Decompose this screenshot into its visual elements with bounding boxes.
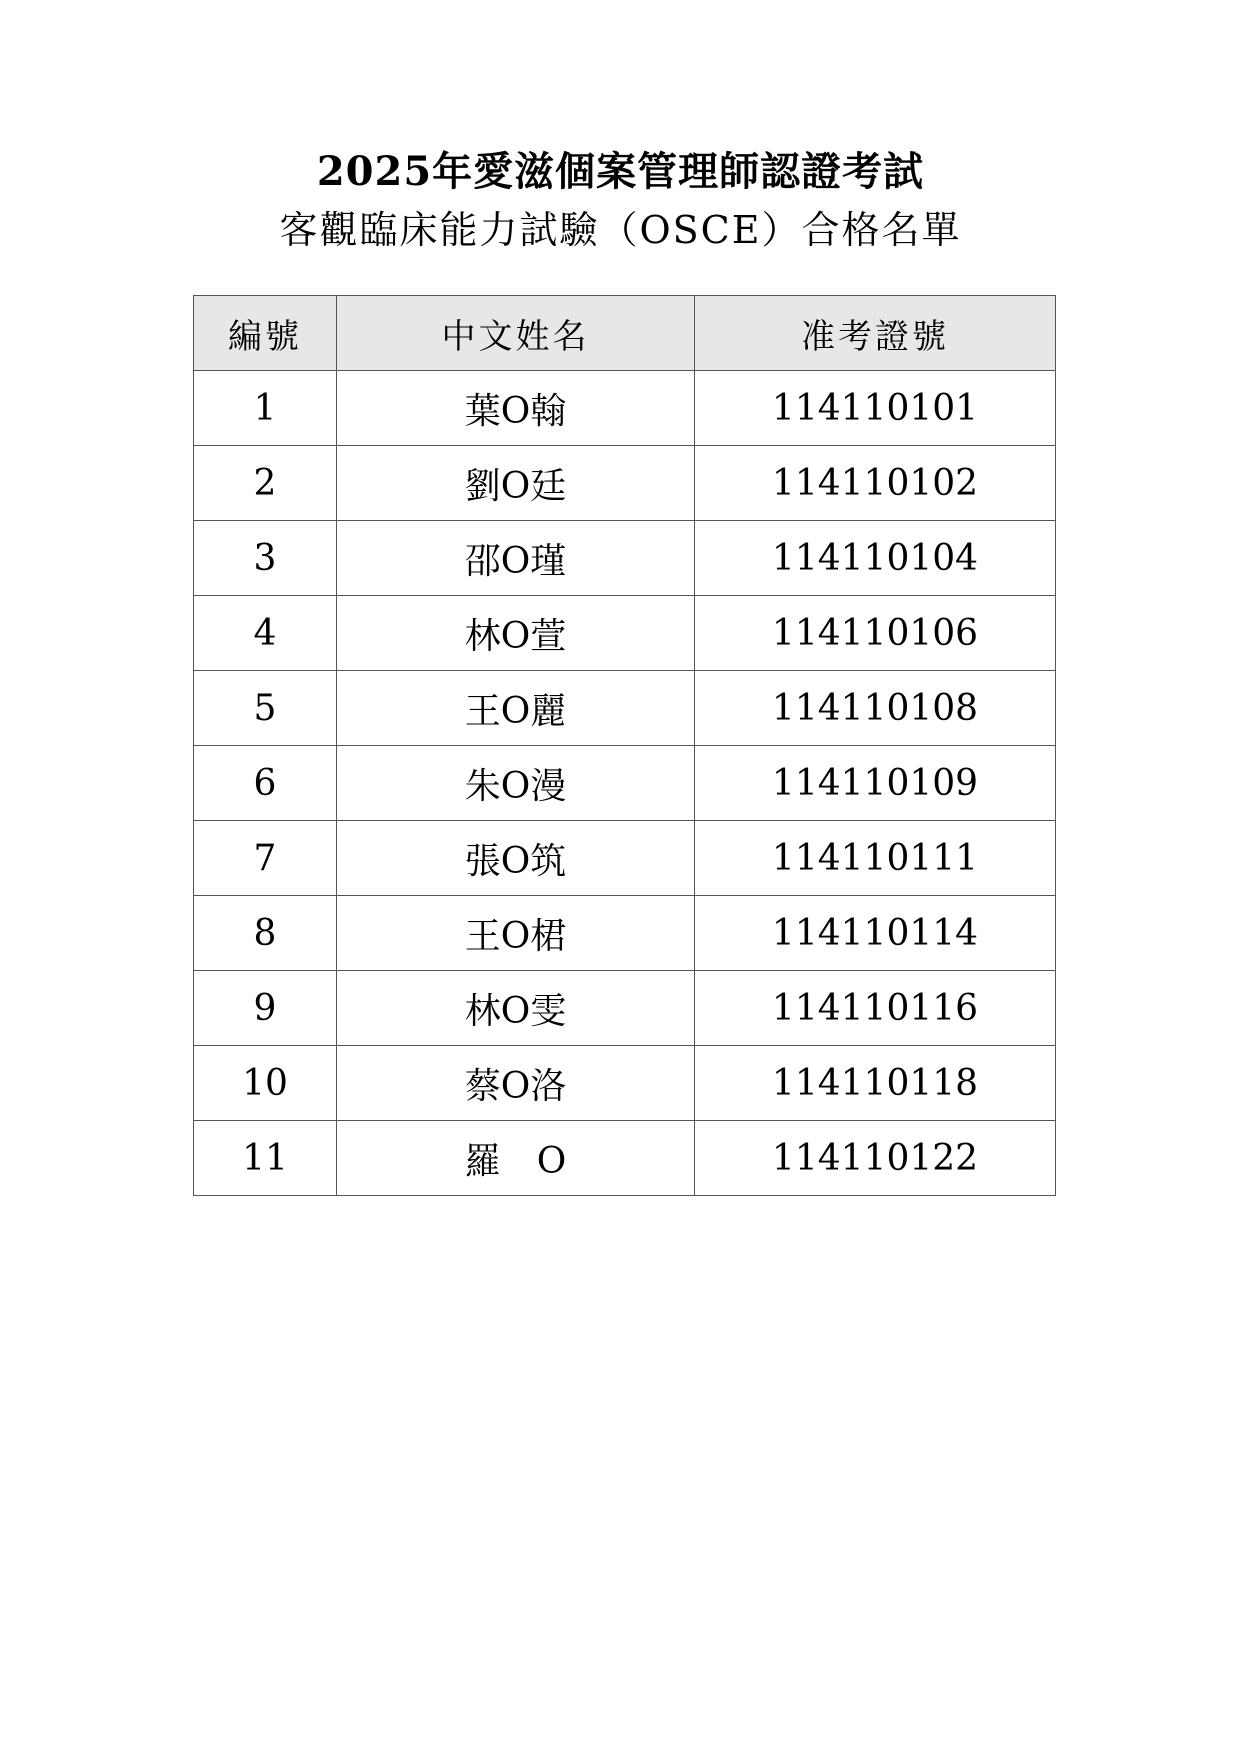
cell-number: 6 <box>194 746 337 821</box>
cell-name: 葉O翰 <box>337 371 695 446</box>
cell-name: 劉O廷 <box>337 446 695 521</box>
cell-number: 8 <box>194 896 337 971</box>
table-row <box>194 371 1056 446</box>
table-row <box>194 521 1056 596</box>
cell-name: 林O萱 <box>337 596 695 671</box>
table-row <box>194 1046 1056 1121</box>
cell-number: 7 <box>194 821 337 896</box>
cell-name: 羅 O <box>337 1121 695 1196</box>
header-chinese-name: 中文姓名 <box>337 296 695 371</box>
cell-name: 蔡O洛 <box>337 1046 695 1121</box>
table-row <box>194 746 1056 821</box>
cell-name: 王O桾 <box>337 896 695 971</box>
cell-number: 10 <box>194 1046 337 1121</box>
cell-name: 朱O漫 <box>337 746 695 821</box>
cell-admission-number: 114110106 <box>695 596 1056 671</box>
document-title <box>0 144 1241 258</box>
cell-number: 1 <box>194 371 337 446</box>
pass-list-table <box>193 295 1056 1196</box>
table-row <box>194 971 1056 1046</box>
cell-name: 張O筑 <box>337 821 695 896</box>
cell-number: 4 <box>194 596 337 671</box>
cell-admission-number: 114110109 <box>695 746 1056 821</box>
header-number: 編號 <box>194 296 337 371</box>
cell-name: 王O麗 <box>337 671 695 746</box>
title-line-osce-list: 客觀臨床能力試驗（OSCE）合格名單 <box>279 208 962 252</box>
table-row <box>194 896 1056 971</box>
cell-admission-number: 114110114 <box>695 896 1056 971</box>
header-admission-number: 准考證號 <box>695 296 1056 371</box>
table-row <box>194 446 1056 521</box>
cell-admission-number: 114110116 <box>695 971 1056 1046</box>
cell-admission-number: 114110122 <box>695 1121 1056 1196</box>
cell-admission-number: 114110102 <box>695 446 1056 521</box>
table-row <box>194 671 1056 746</box>
title-line-exam: 2025年愛滋個案管理師認證考試 <box>316 148 925 195</box>
cell-admission-number: 114110108 <box>695 671 1056 746</box>
cell-admission-number: 114110111 <box>695 821 1056 896</box>
table-row <box>194 1121 1056 1196</box>
cell-name: 邵O瑾 <box>337 521 695 596</box>
cell-number: 11 <box>194 1121 337 1196</box>
cell-number: 2 <box>194 446 337 521</box>
table-row <box>194 596 1056 671</box>
cell-number: 5 <box>194 671 337 746</box>
cell-name: 林O雯 <box>337 971 695 1046</box>
cell-number: 3 <box>194 521 337 596</box>
cell-admission-number: 114110101 <box>695 371 1056 446</box>
cell-admission-number: 114110104 <box>695 521 1056 596</box>
cell-admission-number: 114110118 <box>695 1046 1056 1121</box>
table-row <box>194 821 1056 896</box>
table-header-row <box>194 296 1056 371</box>
cell-number: 9 <box>194 971 337 1046</box>
